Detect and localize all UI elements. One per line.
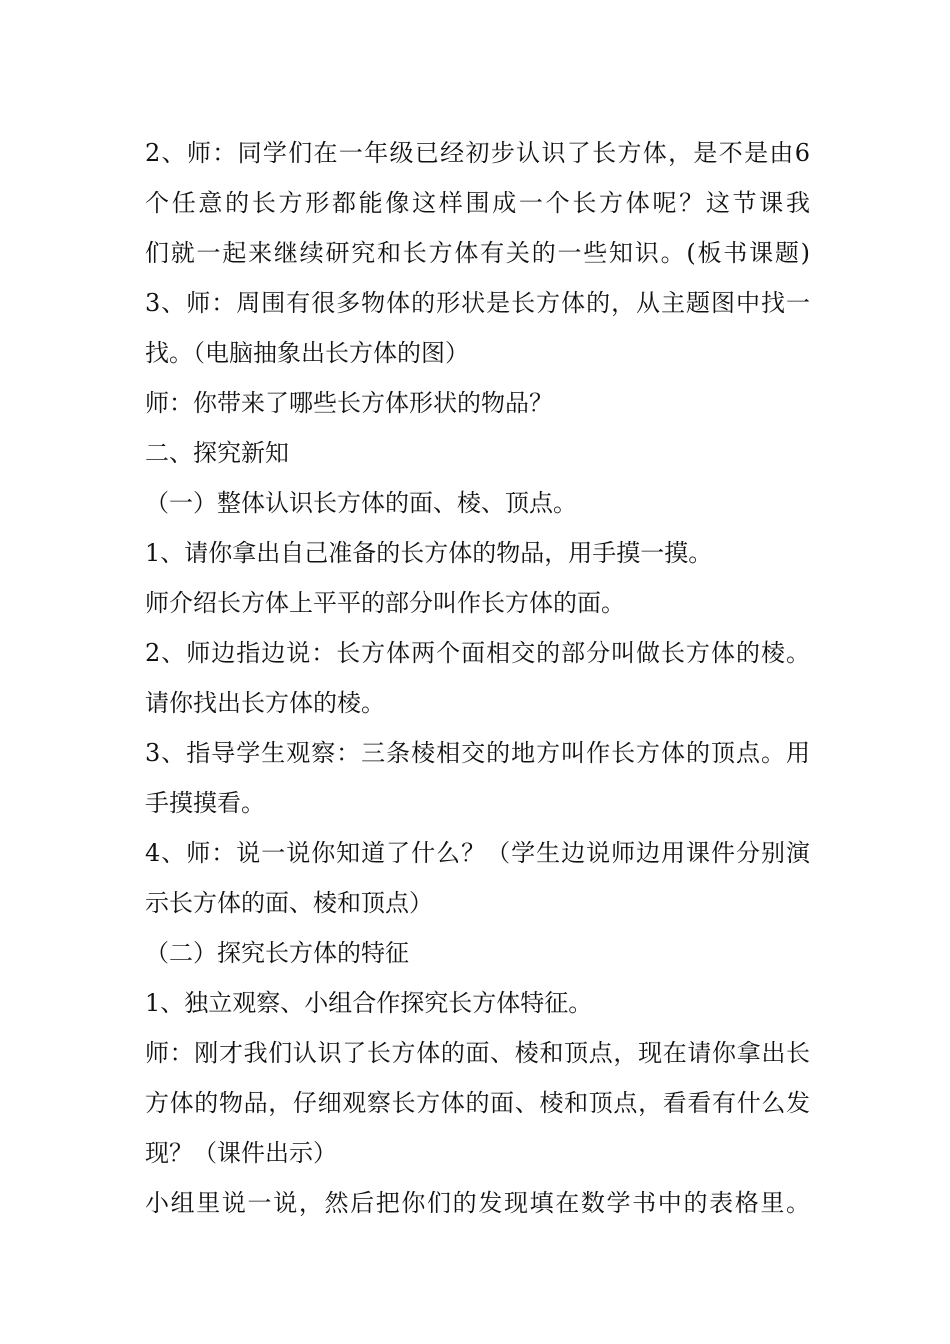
text-line: 2、师边指边说：长方体两个面相交的部分叫做长方体的棱。 (145, 639, 810, 667)
text-line: 1、独立观察、小组合作探究长方体特征。 (145, 989, 593, 1017)
text-line: 手摸摸看。 (145, 789, 265, 817)
text-line: 3、师：周围有很多物体的形状是长方体的，从主题图中找一 (145, 289, 810, 317)
text-line: 师：刚才我们认识了长方体的面、棱和顶点，现在请你拿出长 (145, 1039, 810, 1067)
body-text (145, 128, 810, 1228)
text-line: 现？（课件出示） (145, 1139, 337, 1167)
text-line: 们就一起来继续研究和长方体有关的一些知识。(板书课题) (145, 239, 810, 267)
text-line: 找。（电脑抽象出长方体的图） (145, 339, 469, 367)
text-line: 4、师：说一说你知道了什么？（学生边说师边用课件分别演 (145, 839, 810, 867)
text-line: 师介绍长方体上平平的部分叫作长方体的面。 (145, 589, 625, 617)
text-line: 小组里说一说，然后把你们的发现填在数学书中的表格里。 (145, 1189, 810, 1217)
text-line: 1、请你拿出自己准备的长方体的物品，用手摸一摸。 (145, 539, 713, 567)
text-line: 3、指导学生观察：三条棱相交的地方叫作长方体的顶点。用 (145, 739, 810, 767)
text-line: 2、师：同学们在一年级已经初步认识了长方体，是不是由6 (145, 139, 810, 167)
section-heading: 二、探究新知 (145, 439, 289, 467)
subsection-heading: （二）探究长方体的特征 (145, 939, 409, 967)
text-line: 示长方体的面、棱和顶点） (145, 889, 433, 917)
subsection-heading: （一）整体认识长方体的面、棱、顶点。 (145, 489, 577, 517)
text-line: 方体的物品，仔细观察长方体的面、棱和顶点，看看有什么发 (145, 1089, 810, 1117)
text-line: 请你找出长方体的棱。 (145, 689, 385, 717)
text-line: 个任意的长方形都能像这样围成一个长方体呢？这节课我 (145, 189, 810, 217)
text-line: 师：你带来了哪些长方体形状的物品？ (145, 389, 553, 417)
